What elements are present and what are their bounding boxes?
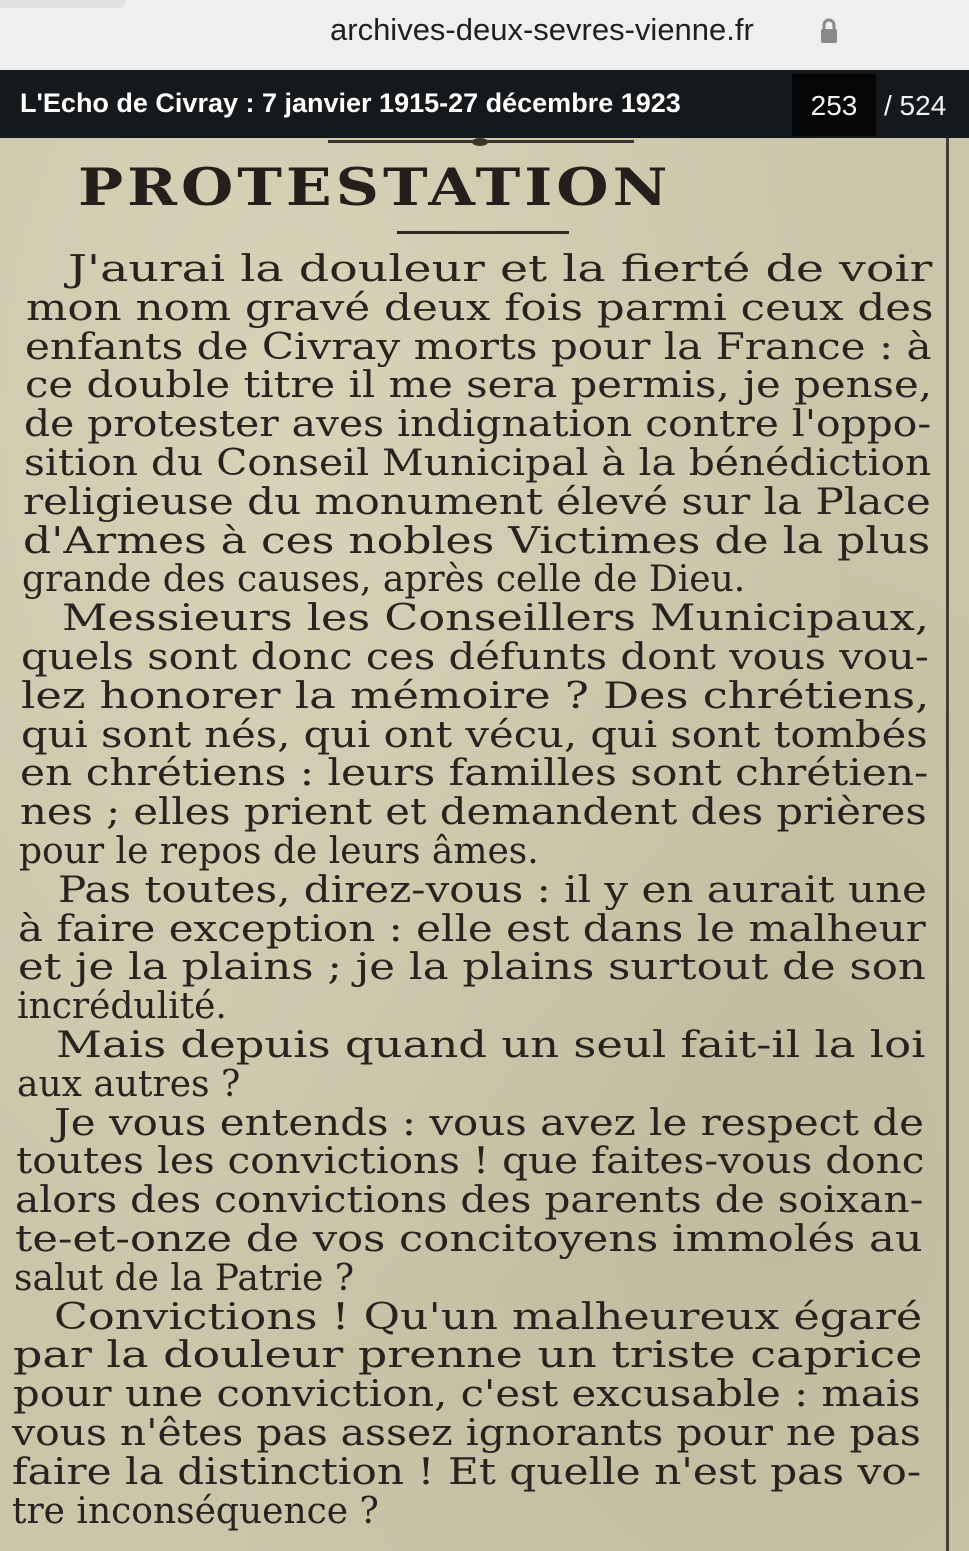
page-total: / 524 — [884, 90, 947, 121]
url-text[interactable]: archives-deux-sevres-vienne.fr — [330, 12, 754, 47]
article-line: ce double titre il me sera permis, je pense, — [25, 365, 932, 407]
article-line: qui sont nés, qui ont vécu, qui sont tombés — [21, 714, 928, 756]
column-rule — [946, 138, 949, 1551]
article-line: en chrétiens : leurs familles sont chrétien- — [20, 753, 929, 795]
article-line: sition du Conseil Municipal à la bénédiction — [24, 443, 932, 484]
lock-icon — [820, 18, 838, 44]
article-line: J'aurai la douleur et la fierté de voir — [68, 249, 933, 290]
article-line: lez honorer la mémoire ? Des chrétiens, — [21, 675, 930, 717]
article-line: de protester aves indignation contre l'oppo- — [24, 404, 932, 446]
document-viewer-header — [0, 70, 969, 138]
article-line: alors des convictions des parents de soixan- — [15, 1180, 924, 1222]
article-line: nes ; elles prient et demandent des prières — [20, 792, 927, 834]
article-line: grande des causes, après celle de Dieu. — [22, 559, 746, 601]
document-title: L'Echo de Civray : 7 janvier 1915-27 décembre 1923 — [20, 88, 681, 118]
article-line: Pas toutes, direz-vous : il y en aurait une — [58, 869, 927, 911]
article-line: Messieurs les Conseillers Municipaux, — [62, 598, 929, 640]
article-line: pour une conviction, c'est excusable : mais — [13, 1374, 921, 1416]
article-line: aux autres ? — [17, 1063, 241, 1105]
article-line: tre inconséquence ? — [12, 1490, 379, 1532]
page-number-input[interactable]: 253 — [792, 74, 876, 136]
article-line: Je vous entends : vous avez le respect de — [54, 1102, 924, 1144]
article-line: pour le repos de leurs âmes. — [19, 831, 539, 872]
browser-address-bar[interactable] — [0, 0, 969, 71]
ornament-dot — [472, 138, 488, 146]
article-headline: PROTESTATION — [78, 158, 672, 218]
article-line: religieuse du monument élevé sur la Place — [23, 481, 931, 523]
article-line: vous n'êtes pas assez ignorants pour ne pas — [12, 1413, 921, 1454]
tab-edge — [0, 0, 126, 8]
article-line: enfants de Civray morts pour la France : à — [25, 326, 932, 368]
article-line: salut de la Patrie ? — [14, 1257, 355, 1299]
article-line: quels sont donc ces défunts dont vous vou- — [21, 637, 929, 678]
article-line: te-et-onze de vos concitoyens immolés au — [15, 1219, 923, 1260]
article-line: Convictions ! Qu'un malheureux égaré — [54, 1296, 923, 1338]
article-line: incrédulité. — [17, 986, 227, 1028]
headline-rule — [397, 231, 569, 234]
article-line: faire la distinction ! Et quelle n'est pas vo- — [12, 1451, 922, 1493]
article-line: par la douleur prenne un triste caprice — [13, 1335, 923, 1377]
article-line: à faire exception : elle est dans le malheur — [18, 908, 926, 950]
article-line: d'Armes à ces nobles Victimes de la plus — [23, 520, 931, 562]
article-line: toutes les convictions ! que faites-vous donc — [16, 1141, 925, 1183]
article-line: mon nom gravé deux fois parmi ceux des — [26, 287, 934, 329]
article-line: Mais depuis quand un seul fait-il la loi — [56, 1025, 926, 1066]
newspaper-scan[interactable] — [0, 138, 969, 1551]
article-line: et je la plains ; je la plains surtout de son — [18, 947, 926, 989]
